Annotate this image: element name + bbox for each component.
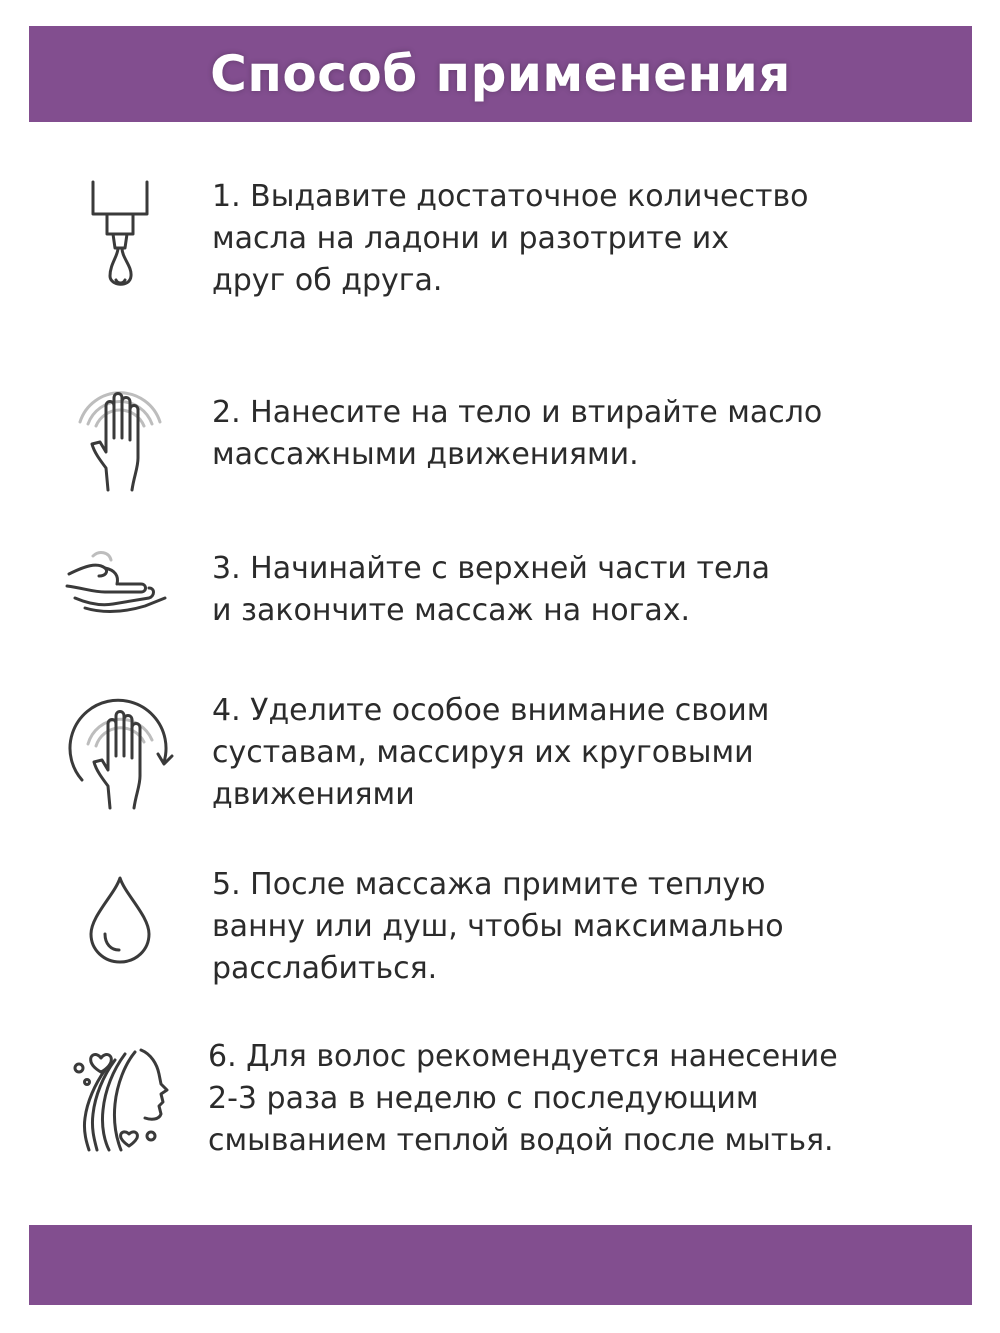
step-6-line-3: смыванием теплой водой после мытья. (208, 1123, 834, 1158)
step-1-line-2: масла на ладони и разотрите их (212, 221, 729, 256)
step-4-line-3: движениями (212, 777, 415, 812)
step-5-text (212, 864, 784, 990)
step-2-line-2: массажными движениями. (212, 437, 639, 472)
step-4-text (212, 690, 769, 816)
step-3-text (212, 548, 770, 632)
step-1-text (212, 176, 809, 302)
step-6-line-1: 6. Для волос рекомендуется нанесение (208, 1039, 838, 1074)
hand-circular-icon (60, 684, 180, 814)
step-5-line-3: расслабиться. (212, 951, 438, 986)
page-title: Способ применения (210, 45, 791, 103)
header-bar (29, 26, 972, 122)
dropper-icon (60, 176, 180, 316)
step-1-line-3: друг об друга. (212, 263, 443, 298)
step-5-line-2: ванну или душ, чтобы максимально (212, 909, 784, 944)
step-2-text (212, 392, 822, 476)
water-drop-icon (60, 874, 180, 966)
footer-bar (29, 1225, 972, 1305)
step-4-line-2: суставам, массируя их круговыми (212, 735, 754, 770)
step-5-line-1: 5. После массажа примите теплую (212, 867, 766, 902)
step-6-text (208, 1036, 838, 1162)
step-4-line-1: 4. Уделите особое внимание своим (212, 693, 770, 728)
step-3-line-1: 3. Начинайте с верхней части тела (212, 551, 770, 586)
hand-touch-icon (60, 372, 180, 497)
step-1-line-1: 1. Выдавите достаточное количество (212, 179, 809, 214)
hair-woman-icon (60, 1044, 180, 1154)
step-3-line-2: и закончите массаж на ногах. (212, 593, 691, 628)
palm-icon (60, 548, 180, 618)
step-2-line-1: 2. Нанесите на тело и втирайте масло (212, 395, 823, 430)
step-6-line-2: 2-3 раза в неделю с последующим (208, 1081, 759, 1116)
